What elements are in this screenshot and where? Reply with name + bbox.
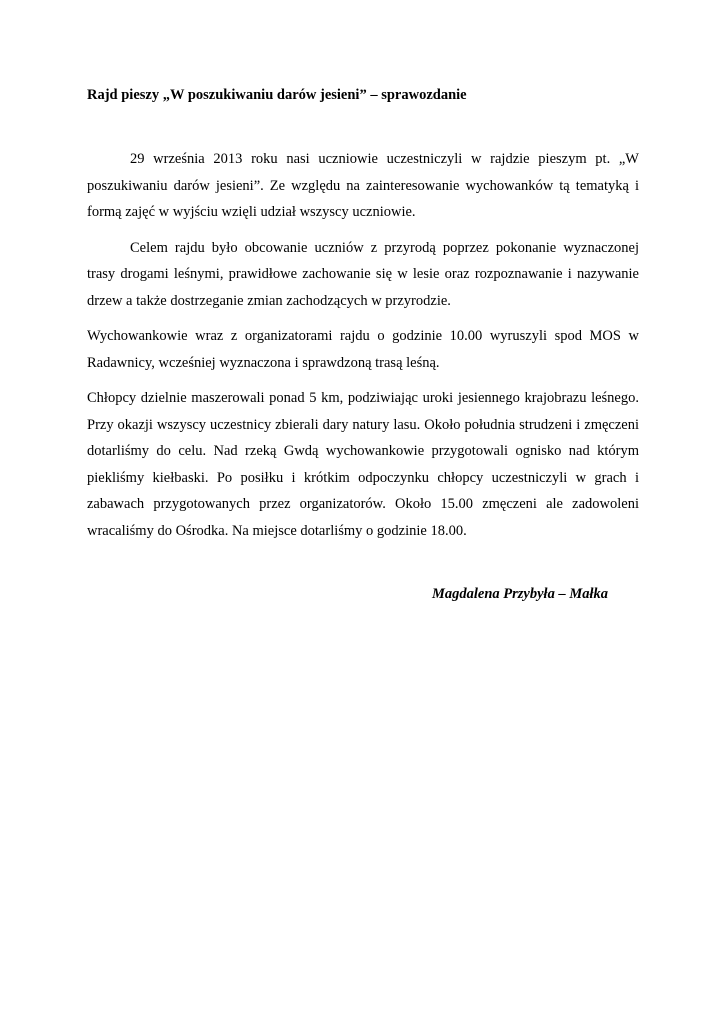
paragraph-intro: 29 września 2013 roku nasi uczniowie uczestniczyli w rajdzie pieszym pt. „W poszukiwaniu darów jesieni”. Ze względu na zainteresowanie wychowanków tą tematyką i formą zajęć w wyjściu wzięli udział wszyscy uczniowie. [87, 151, 639, 220]
paragraph-hike: Chłopcy dzielnie maszerowali ponad 5 km, podziwiając uroki jesiennego krajobrazu leśnego. Przy okazji wszyscy uczestnicy zbierali dary natury lasu. Około południa strudzeni i zmęczeni dotarliśmy do celu. Nad rzeką Gwdą wychowankowie przygotowali ognisko nad którym piekliśmy kiełbaski. Po posiłku i krótkim odpoczynku chłopcy uczestniczyli w grach i zabawach przygotowanych przez organizatorów. Około 15.00 zmęczeni ale zadowoleni wracaliśmy do Ośrodka. Na miejsce dotarliśmy o godzinie 18.00. [87, 390, 639, 539]
paragraph-departure: Wychowankowie wraz z organizatorami rajdu o godzinie 10.00 wyruszyli spod MOS w Radawnicy, wcześniej wyznaczona i sprawdzoną trasą leśną. [87, 328, 639, 371]
document-title: Rajd pieszy „W poszukiwaniu darów jesieni” – sprawozdanie [87, 87, 467, 103]
paragraph-goal: Celem rajdu było obcowanie uczniów z przyrodą poprzez pokonanie wyznaczonej trasy drogami leśnymi, prawidłowe zachowanie się w lesie oraz rozpoznawanie i nazywanie drzew a także dostrzeganie zmian zachodzących w przyrodzie. [87, 239, 639, 309]
author-signature: Magdalena Przybyła – Małka [431, 586, 608, 602]
document-body [87, 146, 639, 553]
